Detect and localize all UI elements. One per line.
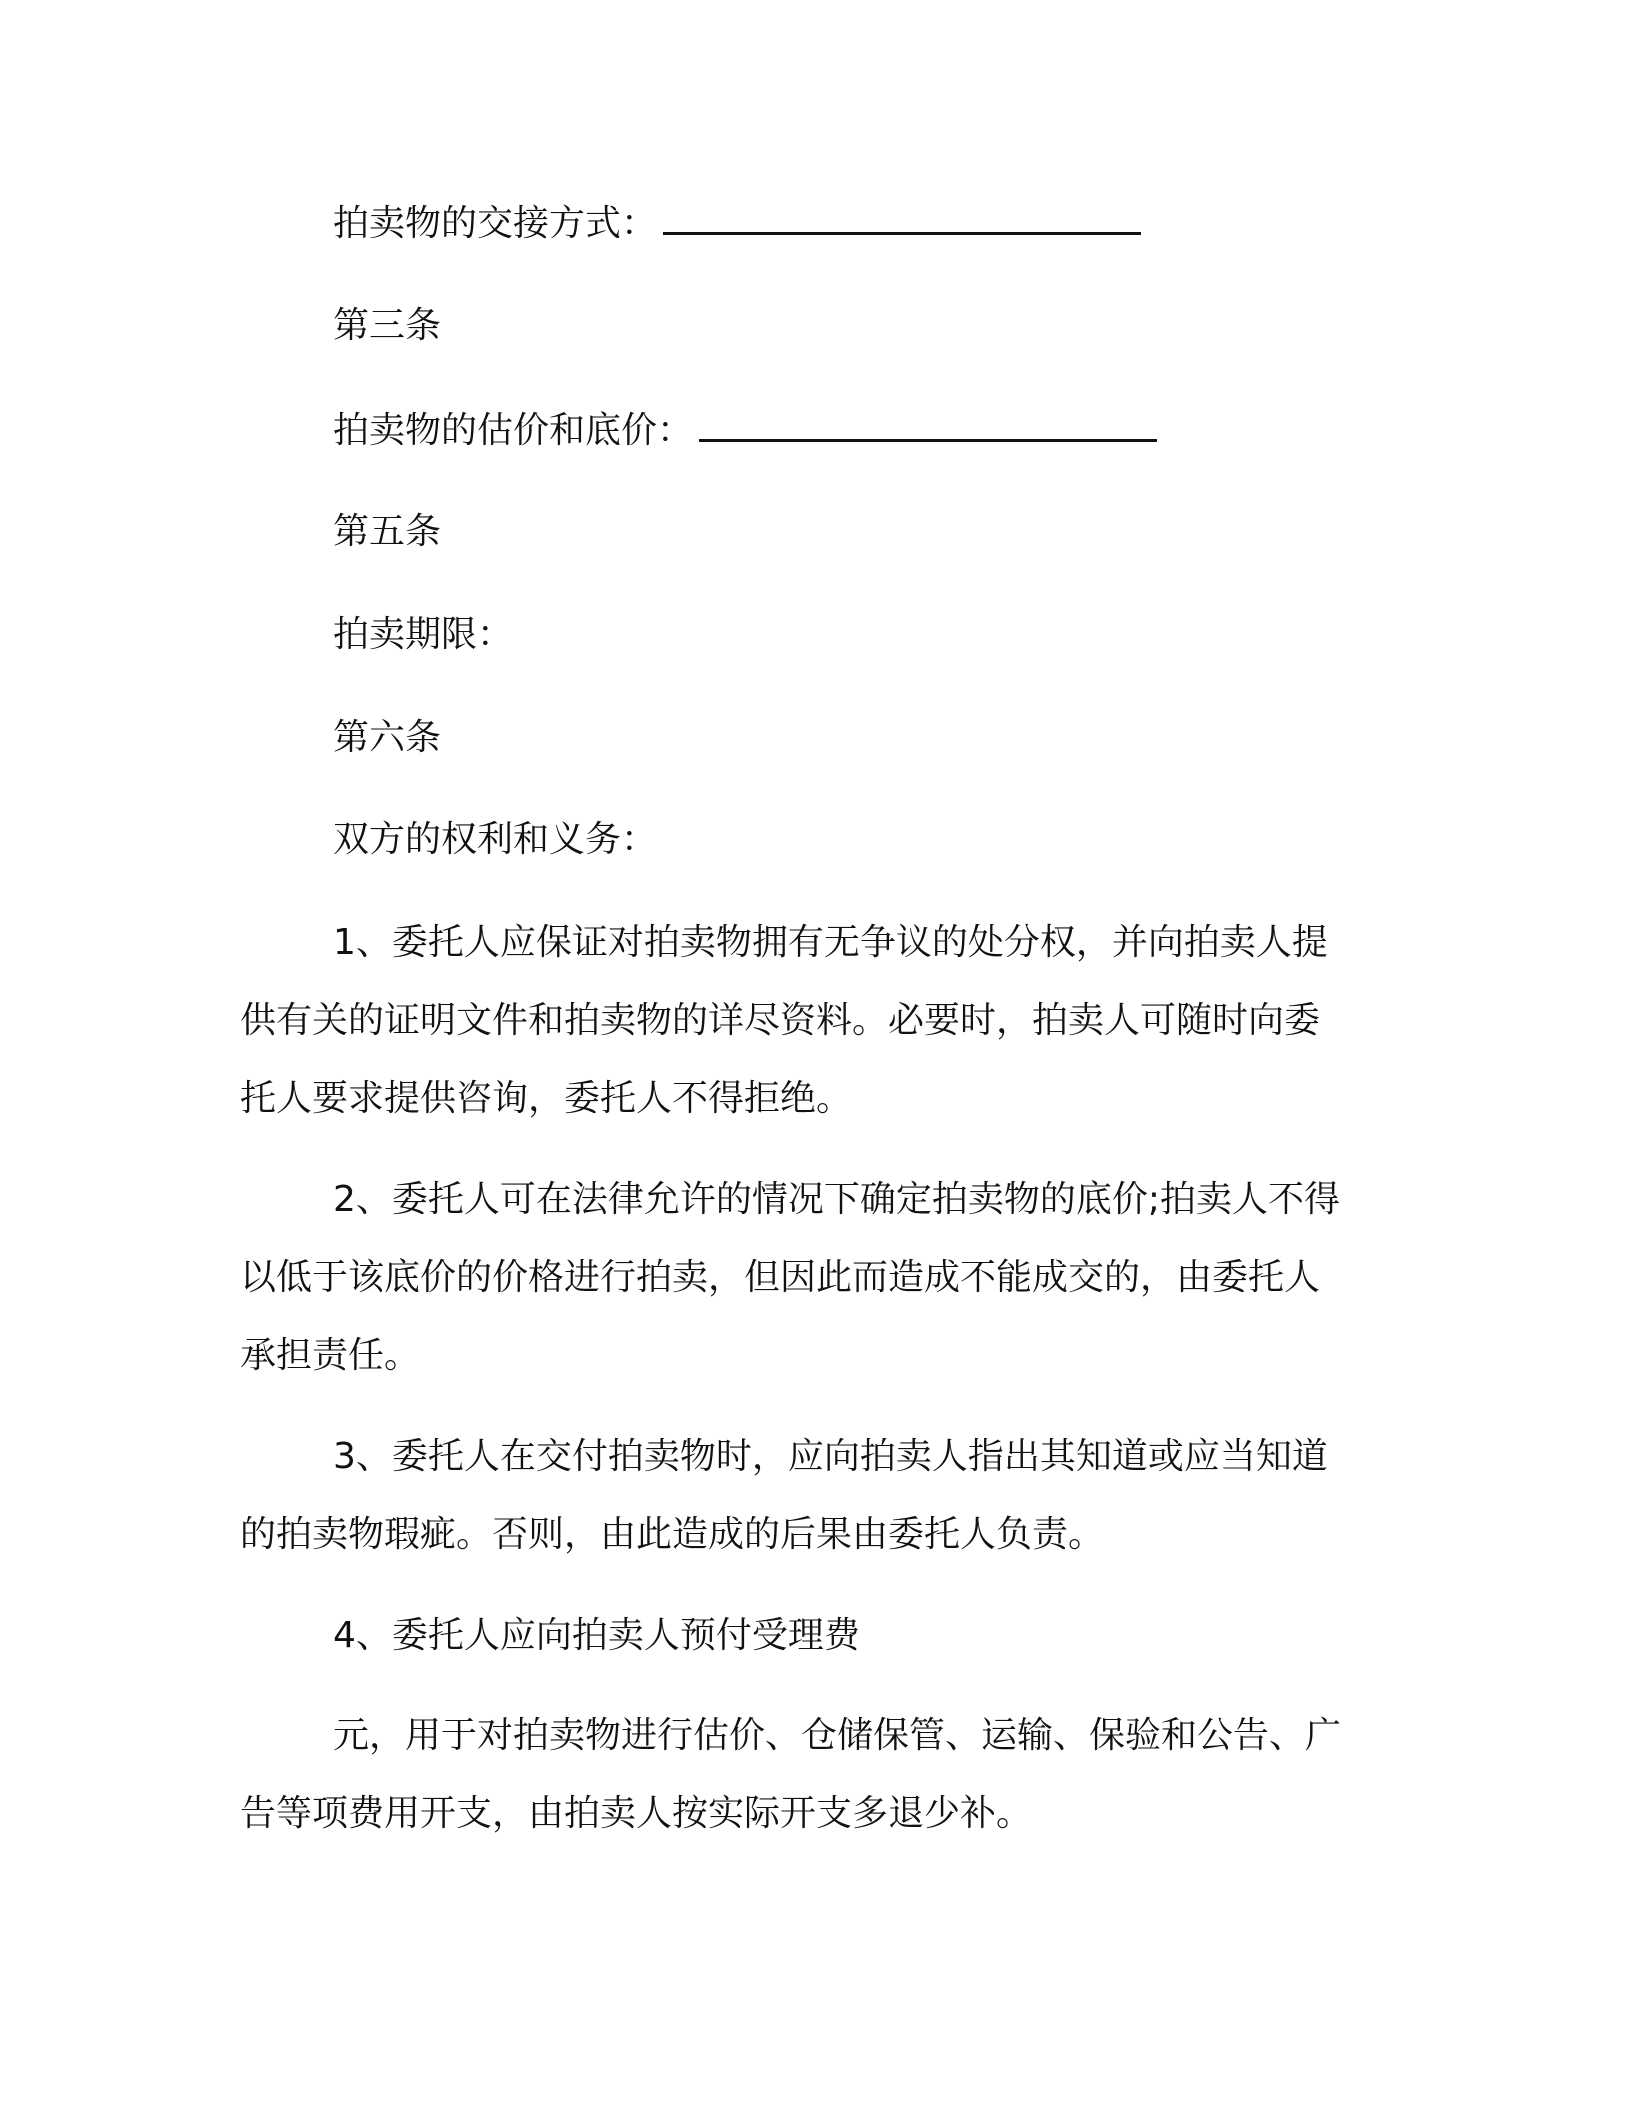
clause-3-line-1: 3、委托人在交付拍卖物时，应向拍卖人指出其知道或应当知道 — [333, 1436, 1328, 1477]
rights-obligations-heading: 双方的权利和义务： — [333, 819, 658, 860]
clause-1-line-3: 托人要求提供咨询，委托人不得拒绝。 — [240, 1078, 853, 1119]
clause-2-line-2: 以低于该底价的价格进行拍卖，但因此而造成不能成交的，由委托人 — [240, 1257, 1321, 1298]
clause-1-line-1: 1、委托人应保证对拍卖物拥有无争议的处分权，并向拍卖人提 — [333, 922, 1328, 963]
valuation-blank — [699, 405, 1157, 442]
auction-period-line: 拍卖期限： — [333, 614, 514, 655]
article-5-heading: 第五条 — [333, 511, 442, 552]
article-3-heading: 第三条 — [333, 305, 442, 346]
clause-4-line-3: 告等项费用开支，由拍卖人按实际开支多退少补。 — [240, 1793, 1033, 1834]
clause-3-line-2: 的拍卖物瑕疵。否则，由此造成的后果由委托人负责。 — [240, 1514, 1105, 1555]
clause-2-line-3: 承担责任。 — [240, 1335, 421, 1376]
valuation-line — [333, 392, 1483, 470]
valuation-label: 拍卖物的估价和底价： — [333, 410, 694, 451]
clause-4-line-1: 4、委托人应向拍卖人预付受理费 — [333, 1615, 860, 1656]
article-6-heading: 第六条 — [333, 717, 442, 758]
clause-2-line-1: 2、委托人可在法律允许的情况下确定拍卖物的底价;拍卖人不得 — [333, 1179, 1341, 1220]
clause-1-line-2: 供有关的证明文件和拍卖物的详尽资料。必要时，拍卖人可随时向委 — [240, 1000, 1321, 1041]
clause-4-line-2: 元，用于对拍卖物进行估价、仓储保管、运输、保验和公告、广 — [333, 1715, 1342, 1756]
delivery-method-label: 拍卖物的交接方式： — [333, 203, 658, 244]
delivery-method-line — [333, 185, 1483, 263]
delivery-method-blank — [663, 198, 1141, 235]
